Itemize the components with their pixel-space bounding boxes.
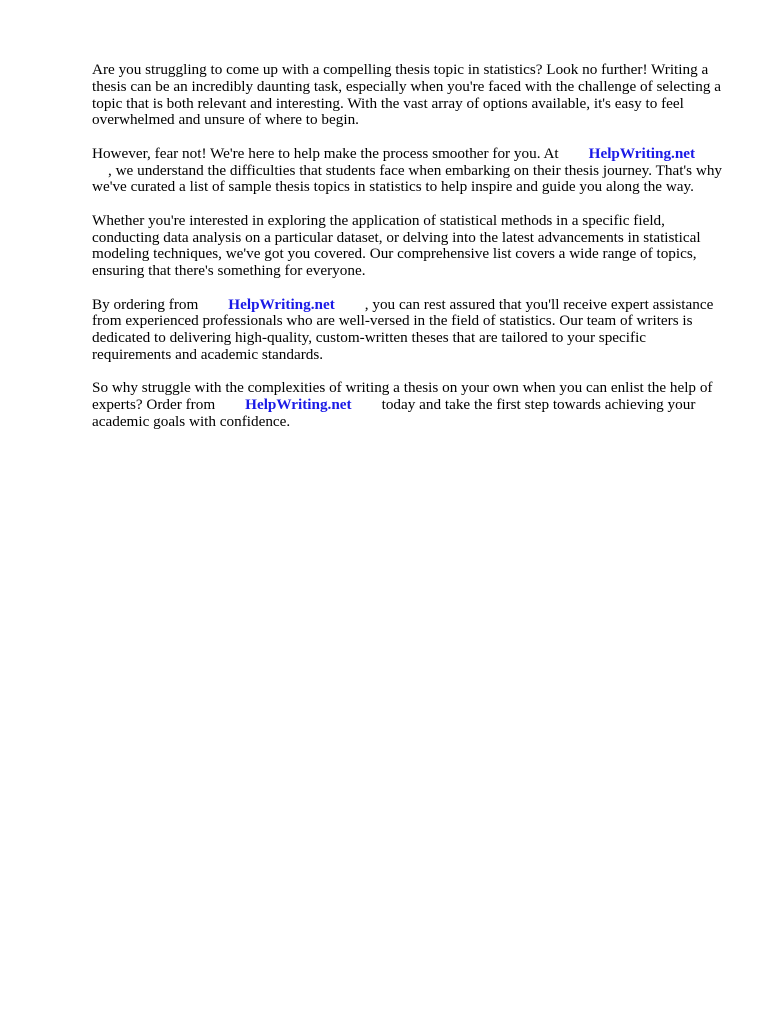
paragraph-whether xyxy=(92,213,728,280)
paragraph-why-struggle-text-after: today and take the first step towards achieving your academic goals with confidence. xyxy=(92,396,696,430)
helpwriting-link-3[interactable]: HelpWriting.net xyxy=(245,396,352,414)
paragraph-ordering-text-before: By ordering from xyxy=(92,295,199,313)
paragraph-ordering xyxy=(92,297,728,364)
paragraph-fear-not xyxy=(92,146,728,196)
helpwriting-link-1[interactable]: HelpWriting.net xyxy=(588,144,696,162)
paragraph-fear-not-text-before: However, fear not! We're here to help make the process smoother for you. At xyxy=(92,144,559,162)
paragraph-intro-text: Are you struggling to come up with a compelling thesis topic in statistics? Look no further! Writing a thesis can be an incredibly daunting task, especially when you're faced with the challenge of selecting a topic that is both relevant and interesting. With the vast array of options available, it's easy to feel overwhelmed and unsure of where to begin. xyxy=(92,61,721,129)
paragraph-whether-text: Whether you're interested in exploring the application of statistical methods in a specific field, conducting data analysis on a particular dataset, or delving into the latest advancements in statistical modeling techniques, we've got you covered. Our comprehensive list covers a wide range of topics, ensuring that there's something for everyone. xyxy=(92,211,701,280)
paragraph-fear-not-text-after: , we understand the difficulties that students face when embarking on their thesis journey. That's why we've curated a list of sample thesis topics in statistics to help inspire and guide you along the way. xyxy=(92,161,723,196)
helpwriting-link-2[interactable]: HelpWriting.net xyxy=(228,295,335,313)
paragraph-intro xyxy=(92,62,728,129)
paragraph-why-struggle xyxy=(92,380,728,430)
paragraph-ordering-text-after: , you can rest assured that you'll receive expert assistance from experienced professionals who are well-versed in the field of statistics. Our team of writers is dedicated to delivering high-quality, custom-written theses that are tailored to your specific requirements and academic standards. xyxy=(92,295,714,363)
paragraph-why-struggle-text-before: So why struggle with the complexities of writing a thesis on your own when you can enlist the help of experts? Order from xyxy=(92,379,713,414)
document-body xyxy=(92,62,728,447)
